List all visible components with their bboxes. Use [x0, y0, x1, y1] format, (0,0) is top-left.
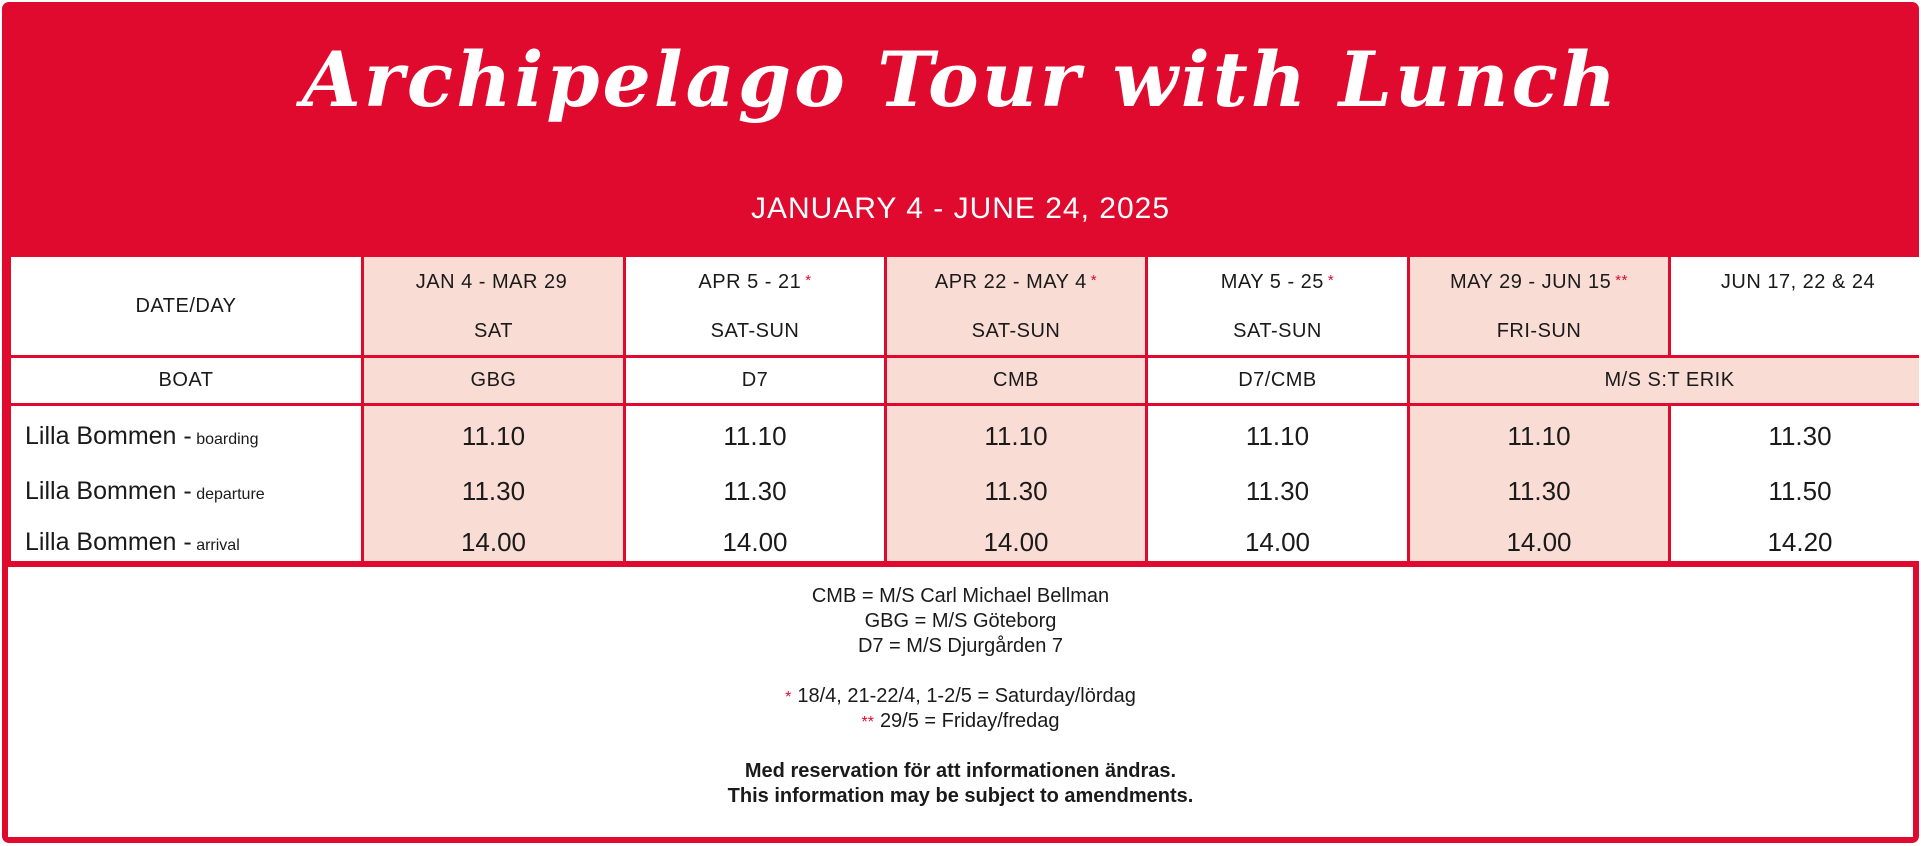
period-days: SAT-SUN	[971, 320, 1061, 342]
time-value: 11.30	[1507, 476, 1571, 506]
footnote	[8, 684, 1913, 709]
time-value: 11.10	[1507, 421, 1571, 451]
header	[2, 2, 1919, 253]
boat-label: BOAT	[11, 358, 361, 403]
period-dates: MAY 5 - 25	[1220, 271, 1324, 293]
period-days	[1671, 318, 1919, 344]
time-column	[364, 406, 623, 561]
schedule-table	[8, 254, 1919, 564]
period-days: SAT-SUN	[1233, 320, 1322, 342]
time-value: 14.00	[460, 527, 527, 557]
time-value: 14.20	[1767, 527, 1833, 557]
period-dates: JUN 17, 22 & 24	[1720, 271, 1876, 293]
footnote-mark: *	[785, 689, 792, 706]
period-days: FRI-SUN	[1496, 320, 1582, 342]
time-column	[1148, 406, 1407, 561]
schedule-card	[2, 2, 1919, 843]
location-name: Lilla Bommen -	[25, 477, 192, 505]
footnote-text: 18/4, 21-22/4, 1-2/5 = Saturday/lördag	[797, 685, 1136, 707]
time-kind: arrival	[196, 537, 240, 554]
period-mark: *	[1090, 272, 1098, 289]
footer-notes	[8, 567, 1913, 837]
time-value: 11.10	[723, 421, 787, 451]
time-value: 11.30	[461, 476, 526, 506]
page-subtitle: JANUARY 4 - JUNE 24, 2025	[750, 192, 1171, 225]
time-column	[1671, 406, 1919, 561]
time-value: 14.00	[1506, 527, 1572, 557]
time-kind: boarding	[196, 431, 259, 448]
location-name: Lilla Bommen -	[25, 528, 192, 556]
period-header	[887, 257, 1145, 355]
time-value: 14.00	[1244, 527, 1311, 557]
legend-line: CMB = M/S Carl Michael Bellman	[811, 585, 1110, 607]
time-value: 11.10	[461, 421, 526, 451]
time-value: 11.30	[1768, 421, 1832, 451]
time-column	[626, 406, 884, 561]
location-name: Lilla Bommen -	[25, 422, 192, 450]
time-kind: departure	[196, 486, 265, 503]
boat-cell: D7	[626, 358, 884, 403]
time-value: 11.30	[984, 476, 1048, 506]
footnote-text: 29/5 = Friday/fredag	[879, 710, 1060, 732]
period-days: SAT	[474, 320, 513, 342]
boat-cell: D7/CMB	[1148, 358, 1407, 403]
period-mark: *	[1327, 272, 1335, 289]
times-row	[11, 406, 1919, 561]
time-value: 11.30	[1245, 476, 1310, 506]
boat-cell: GBG	[364, 358, 623, 403]
time-value: 14.00	[722, 527, 788, 557]
period-dates: JAN 4 - MAR 29	[415, 271, 568, 293]
location-labels	[11, 406, 361, 561]
time-value: 11.10	[1245, 421, 1310, 451]
time-column	[1410, 406, 1668, 561]
period-mark: **	[1615, 272, 1628, 289]
period-days: SAT-SUN	[710, 320, 800, 342]
table-header-row	[11, 257, 1919, 355]
location-row	[25, 476, 265, 506]
boat-cell: M/S S:T ERIK	[1410, 358, 1919, 403]
period-header	[364, 257, 623, 355]
footnote-mark: **	[861, 714, 874, 731]
time-column	[887, 406, 1145, 561]
time-value: 14.00	[983, 527, 1049, 557]
legend-line: D7 = M/S Djurgården 7	[857, 635, 1064, 657]
time-value: 11.30	[723, 476, 787, 506]
date-day-label: DATE/DAY	[11, 257, 361, 355]
period-mark: *	[805, 272, 812, 289]
location-row	[25, 421, 258, 451]
location-row	[25, 527, 240, 557]
boat-cell: CMB	[887, 358, 1145, 403]
period-header	[1671, 257, 1919, 355]
time-value: 11.50	[1768, 476, 1832, 506]
period-dates: APR 5 - 21	[698, 271, 802, 293]
period-header	[1410, 257, 1668, 355]
boat-row	[11, 358, 1919, 403]
period-dates: MAY 29 - JUN 15	[1450, 271, 1612, 293]
period-header	[1148, 257, 1407, 355]
disclaimer-english: This information may be subject to amendments.	[727, 785, 1194, 807]
period-header	[626, 257, 884, 355]
period-dates: APR 22 - MAY 4	[934, 271, 1087, 293]
legend-line: GBG = M/S Göteborg	[864, 610, 1057, 632]
time-value: 11.10	[984, 421, 1048, 451]
page-title: Archipelago Tour with Lunch	[301, 35, 1620, 124]
footnote	[8, 709, 1913, 734]
disclaimer-swedish: Med reservation för att informationen ändras.	[744, 760, 1177, 782]
